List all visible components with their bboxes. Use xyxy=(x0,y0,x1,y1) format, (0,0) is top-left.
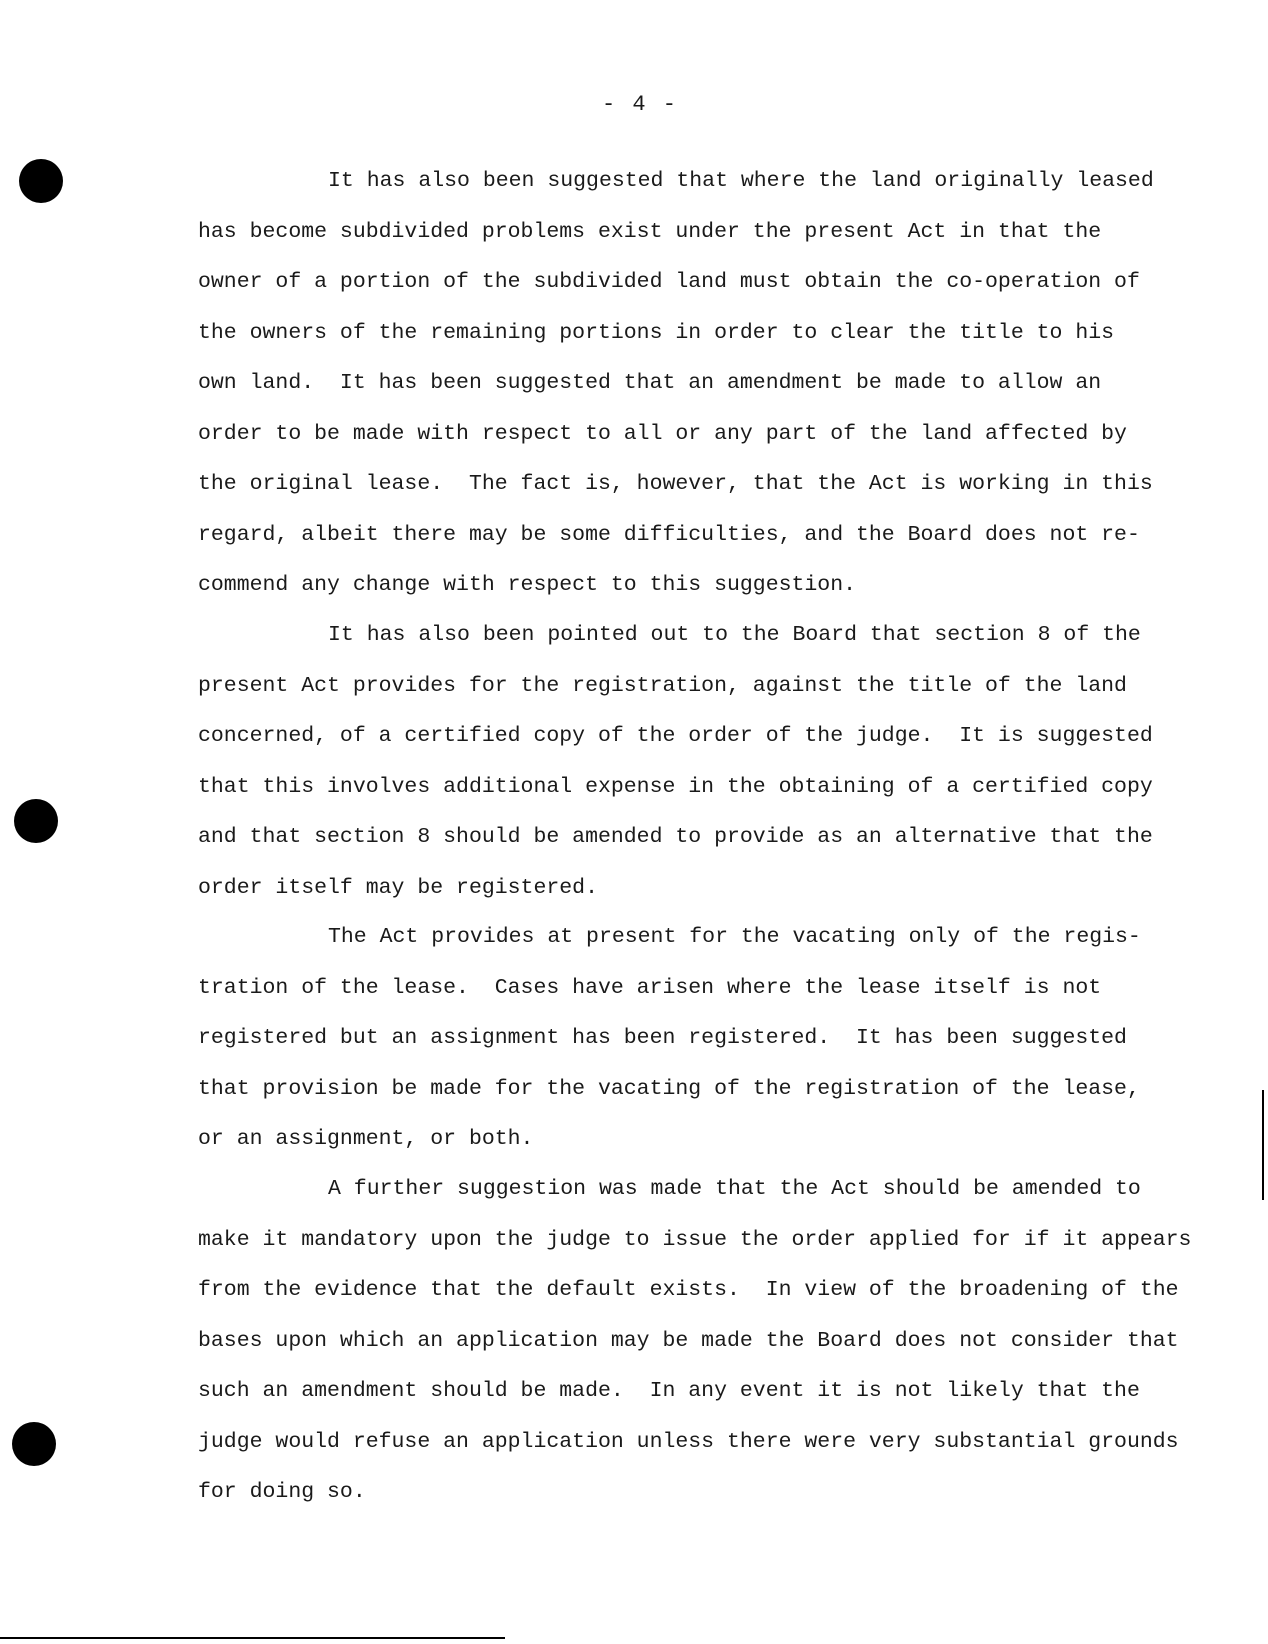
text-line: present Act provides for the registration, against the title of the land xyxy=(198,673,1127,698)
punch-hole xyxy=(12,1422,56,1466)
text-line: order to be made with respect to all or any part of the land affected by xyxy=(198,421,1127,446)
text-line: It has also been pointed out to the Board that section 8 of the xyxy=(328,623,1141,647)
text-line: It has also been suggested that where the land originally leased xyxy=(328,169,1154,193)
text-line: A further suggestion was made that the Act should be amended to xyxy=(328,1177,1141,1201)
text-line: judge would refuse an application unless there were very substantial grounds xyxy=(198,1429,1179,1454)
text-line: from the evidence that the default exists. In view of the broadening of the xyxy=(198,1278,1179,1302)
bottom-rule xyxy=(0,1637,505,1639)
text-line: the original lease. The fact is, however, that the Act is working in this xyxy=(198,472,1153,496)
text-line: such an amendment should be made. In any event it is not likely that the xyxy=(198,1379,1140,1403)
scan-edge-mark xyxy=(1262,1090,1264,1200)
paragraph-3 xyxy=(198,912,1170,1165)
punch-hole xyxy=(14,799,58,843)
text-line: for doing so. xyxy=(198,1480,366,1504)
text-line: The Act provides at present for the vacating only of the regis- xyxy=(328,925,1141,949)
page-number: - 4 - xyxy=(601,92,678,117)
text-line: has become subdivided problems exist under the present Act in that the xyxy=(198,219,1102,244)
paragraph-2 xyxy=(198,610,1170,913)
paragraph-4 xyxy=(198,1164,1192,1518)
text-line: order itself may be registered. xyxy=(198,875,598,900)
text-line: make it mandatory upon the judge to issue the order applied for if it appears xyxy=(198,1227,1192,1252)
text-line: that this involves additional expense in the obtaining of a certified copy xyxy=(198,774,1153,799)
text-line: own land. It has been suggested that an amendment be made to allow an xyxy=(198,371,1102,395)
paragraph-1 xyxy=(198,156,1170,611)
text-line: tration of the lease. Cases have arisen where the lease itself is not xyxy=(198,975,1102,1000)
text-line: concerned, of a certified copy of the order of the judge. It is suggested xyxy=(198,724,1153,748)
text-line: or an assignment, or both. xyxy=(198,1127,534,1151)
text-line: registered but an assignment has been registered. It has been suggested xyxy=(198,1026,1127,1050)
text-line: regard, albeit there may be some difficulties, and the Board does not re- xyxy=(198,522,1140,547)
text-line: the owners of the remaining portions in order to clear the title to his xyxy=(198,320,1115,345)
text-line: that provision be made for the vacating of the registration of the lease, xyxy=(198,1076,1140,1101)
punch-hole xyxy=(19,159,63,203)
text-line: owner of a portion of the subdivided land must obtain the co-operation of xyxy=(198,270,1140,294)
text-line: commend any change with respect to this suggestion. xyxy=(198,573,857,597)
text-line: and that section 8 should be amended to provide as an alternative that the xyxy=(198,825,1153,849)
text-line: bases upon which an application may be made the Board does not consider that xyxy=(198,1328,1179,1353)
